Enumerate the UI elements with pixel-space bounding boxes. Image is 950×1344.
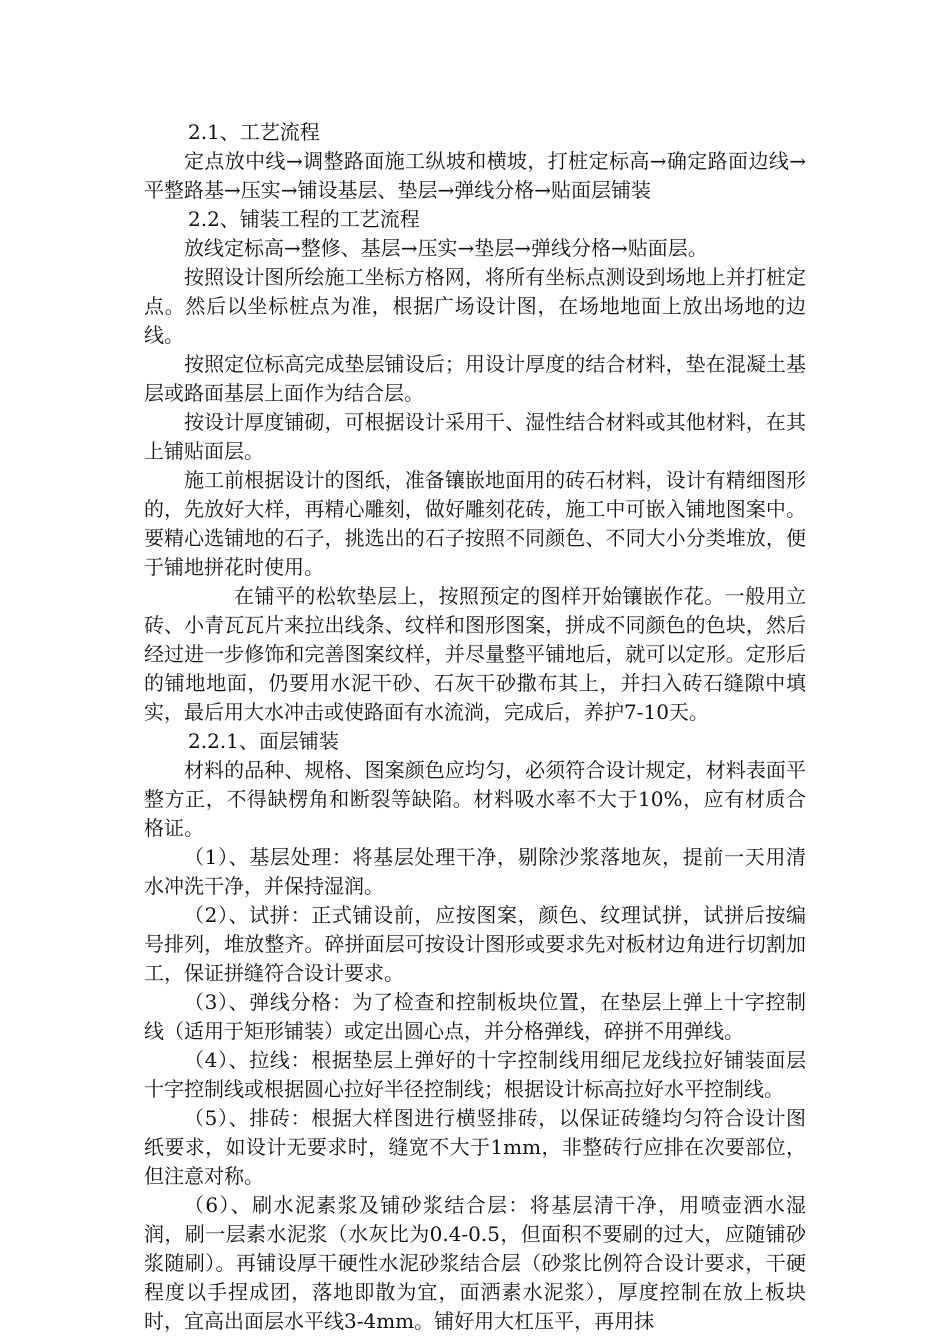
paragraph-materials: 材料的品种、规格、图案颜色应均匀，必须符合设计规定，材料表面平整方正，不得缺楞角和断裂等缺陷。材料吸水率不大于10%，应有材质合格证。 (144, 758, 806, 840)
paragraph-preparation: 施工前根据设计的图纸，准备镶嵌地面用的砖石材料，设计有精细图形的，先放好大样，再精心雕刻，做好雕刻花砖，施工中可嵌入铺地图案中。要精心选铺地的石子，挑选出的石子按照不同颜色、不同大小分类堆放，便于铺地拼花时使用。 (144, 468, 806, 579)
document-body (144, 118, 806, 1336)
section-heading-2-2: 2.2、铺装工程的工艺流程 (188, 207, 420, 231)
paragraph-step-6: （6）、刷水泥素浆及铺砂浆结合层：将基层清干净，用喷壶洒水湿润，刷一层素水泥浆（水灰比为0.4-0.5，但面积不要刷的过大，应随铺砂浆随刷）。再铺设厚干硬性水泥砂浆结合层（砂浆比例符合设计要求，干硬程度以手捏成团，落地即散为宜，面洒素水泥浆），厚度控制在放上板块时，宜高出面层水平线3-4mm。铺好用大杠压平，再用抹 (144, 1193, 806, 1333)
paragraph-process-flow: 定点放中线→调整路面施工纵坡和横坡，打桩定标高→确定路面边线→平整路基→压实→铺设基层、垫层→弹线分格→贴面层铺装 (144, 149, 806, 202)
paragraph-step-5: （5）、排砖：根据大样图进行横竖排砖，以保证砖缝均匀符合设计图纸要求，如设计无要求时，缝宽不大于1mm，非整砖行应排在次要部位，但注意对称。 (144, 1106, 806, 1188)
paragraph-step-4: （4）、拉线：根据垫层上弹好的十字控制线用细尼龙线拉好铺装面层十字控制线或根据圆心拉好半径控制线；根据设计标高拉好水平控制线。 (144, 1048, 806, 1101)
paragraph-laying: 按设计厚度铺砌，可根据设计采用干、湿性结合材料或其他材料，在其上铺贴面层。 (144, 410, 806, 463)
paragraph-grid-setout: 按照设计图所绘施工坐标方格网，将所有坐标点测设到场地上并打桩定点。然后以坐标桩点为准，根据广场设计图，在场地地面上放出场地的边线。 (144, 265, 806, 347)
paragraph-step-1: （1）、基层处理：将基层处理干净，剔除沙浆落地灰，提前一天用清水冲洗干净，并保持湿润。 (144, 845, 806, 898)
paragraph-step-3: （3）、弹线分格：为了检查和控制板块位置，在垫层上弹上十字控制线（适用于矩形铺装）或定出圆心点，并分格弹线，碎拼不用弹线。 (144, 990, 806, 1043)
section-heading-2-1: 2.1、工艺流程 (188, 120, 320, 144)
paragraph-paving-flow: 放线定标高→整修、基层→压实→垫层→弹线分格→贴面层。 (184, 236, 708, 260)
paragraph-cushion-layer: 按照定位标高完成垫层铺设后；用设计厚度的结合材料，垫在混凝土基层或路面基层上面作为结合层。 (144, 352, 806, 405)
paragraph-mosaic: 在铺平的松软垫层上，按照预定的图样开始镶嵌作花。一般用立砖、小青瓦瓦片来拉出线条、纹样和图形图案，拼成不同颜色的色块，然后经过进一步修饰和完善图案纹样，并尽量整平铺地后，就可以定形。定形后的铺地地面，仍要用水泥干砂、石灰干砂撒布其上，并扫入砖石缝隙中填实，最后用大水冲击或使路面有水流淌，完成后，养护7-10天。 (144, 584, 806, 724)
paragraph-step-2: （2）、试拼：正式铺设前，应按图案，颜色、纹理试拼，试拼后按编号排列，堆放整齐。碎拼面层可按设计图形或要求先对板材边角进行切割加工，保证拼缝符合设计要求。 (144, 903, 806, 985)
section-heading-2-2-1: 2.2.1、面层铺装 (188, 729, 339, 753)
